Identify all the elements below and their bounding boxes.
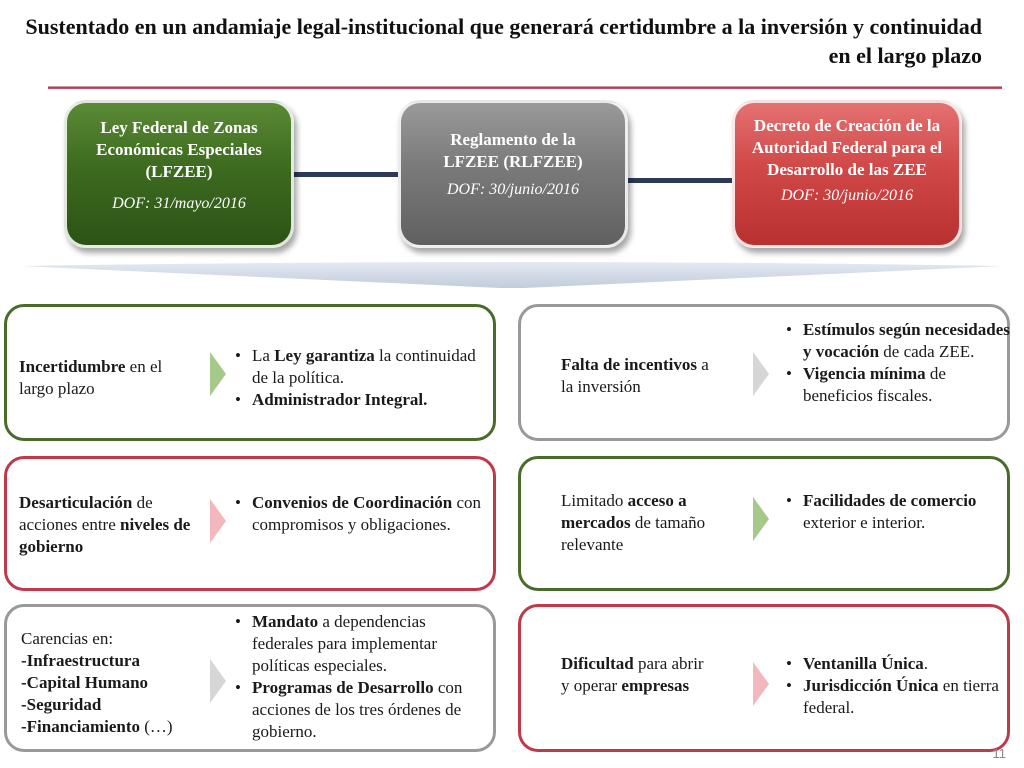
solution-list: [786, 319, 1011, 407]
bold-text: Falta de incentivos: [561, 355, 697, 374]
text: a dependencias federales para implementar políticas especiales.: [252, 612, 438, 675]
law-box-decreto: [732, 100, 962, 248]
text: .: [923, 654, 929, 673]
bold-text: Ventanilla Única: [803, 654, 924, 673]
problem-text: [19, 356, 199, 400]
bold-text: niveles de gobierno: [19, 515, 191, 556]
problem-text: [561, 354, 721, 398]
bold-text: Administrador Integral.: [252, 390, 428, 409]
text: Carencias en:: [21, 629, 114, 648]
slide-title: Sustentado en un andamiaje legal-institucional que generará certidumbre a la inversión y continuidad en el largo plazo: [25, 14, 982, 68]
problem-text: [21, 628, 211, 738]
bold-text: Estímulos según necesidades y vocación: [803, 320, 1010, 361]
text: La: [252, 346, 275, 365]
solution-item: [235, 345, 487, 389]
challenge-card: [518, 456, 1010, 591]
solution-list: [235, 492, 487, 536]
law-title: Ley Federal de Zonas Económicas Especiales (LFZEE): [96, 118, 262, 181]
challenge-card: [4, 604, 496, 752]
law-date: DOF: 31/mayo/2016: [112, 195, 246, 212]
chevron-right-icon: [210, 352, 226, 396]
challenge-card: [4, 456, 496, 591]
text: con compromisos y obligaciones.: [252, 493, 482, 534]
problem-text: [561, 490, 731, 556]
text: (…): [140, 717, 173, 736]
text: de beneficios fiscales.: [803, 364, 946, 405]
bold-text: Mandato: [252, 612, 319, 631]
title-divider: [48, 86, 1002, 89]
solution-item: [786, 319, 1011, 363]
law-box-lfzee: [64, 100, 294, 248]
text: a la inversión: [561, 355, 709, 396]
text: en tierra federal.: [803, 676, 999, 717]
chevron-right-icon: [753, 662, 769, 706]
connector-line-right: [624, 178, 736, 183]
law-box-rlfzee: [398, 100, 628, 248]
solution-item: [235, 611, 487, 677]
bold-text: Ley garantiza: [274, 346, 375, 365]
text: con acciones de los tres órdenes de gobierno.: [252, 678, 463, 741]
text: exterior e interior.: [803, 513, 926, 532]
chevron-right-icon: [753, 497, 769, 541]
text: de tamaño relevante: [561, 513, 706, 554]
solution-item: [235, 677, 487, 743]
solution-item: [786, 363, 1011, 407]
solution-item: [786, 675, 1011, 719]
bold-text: Desarticulación: [19, 493, 133, 512]
challenge-card: [4, 304, 496, 441]
bold-text: Vigencia mínima: [803, 364, 926, 383]
bold-text: Programas de Desarrollo: [252, 678, 434, 697]
challenge-card: [518, 604, 1010, 752]
law-date: DOF: 30/junio/2016: [781, 187, 913, 204]
page-number: 11: [992, 746, 1006, 761]
chevron-right-icon: [210, 659, 226, 703]
text: Limitado: [561, 491, 628, 510]
solution-list: [786, 490, 1011, 534]
solution-list: [235, 345, 487, 411]
challenge-card: [518, 304, 1010, 441]
law-date: DOF: 30/junio/2016: [447, 181, 579, 198]
chevron-right-icon: [753, 352, 769, 396]
bold-text: Incertidumbre: [19, 357, 126, 376]
connector-line-left: [290, 172, 402, 177]
law-title: Reglamento de la LFZEE (RLFZEE): [443, 130, 583, 171]
solution-list: [786, 653, 1011, 719]
chevron-right-icon: [210, 499, 226, 543]
bold-text: Dificultad: [561, 654, 634, 673]
law-title: Decreto de Creación de la Autoridad Federal para el Desarrollo de las ZEE: [751, 116, 943, 179]
text: para abrir y operar: [561, 654, 704, 695]
text: la continuidad de la política.: [252, 346, 476, 387]
solution-item: [786, 653, 1011, 675]
problem-text: [561, 653, 711, 697]
solution-item: [235, 389, 487, 411]
bold-text: -Infraestructura -Capital Humano -Seguridad -Financiamiento: [21, 651, 149, 736]
problem-text: [19, 492, 199, 558]
bold-text: acceso a mercados: [561, 491, 687, 532]
bold-text: Convenios de Coordinación: [252, 493, 453, 512]
text: de cada ZEE.: [879, 342, 975, 361]
bold-text: Facilidades de comercio: [803, 491, 977, 510]
bold-text: Jurisdicción Única: [803, 676, 939, 695]
solution-item: [786, 490, 1011, 534]
bold-text: empresas: [621, 676, 690, 695]
text: en el largo plazo: [19, 357, 163, 398]
swoosh-divider: [20, 262, 1004, 288]
text: de acciones entre: [19, 493, 153, 534]
solution-item: [235, 492, 487, 536]
solution-list: [235, 611, 487, 743]
